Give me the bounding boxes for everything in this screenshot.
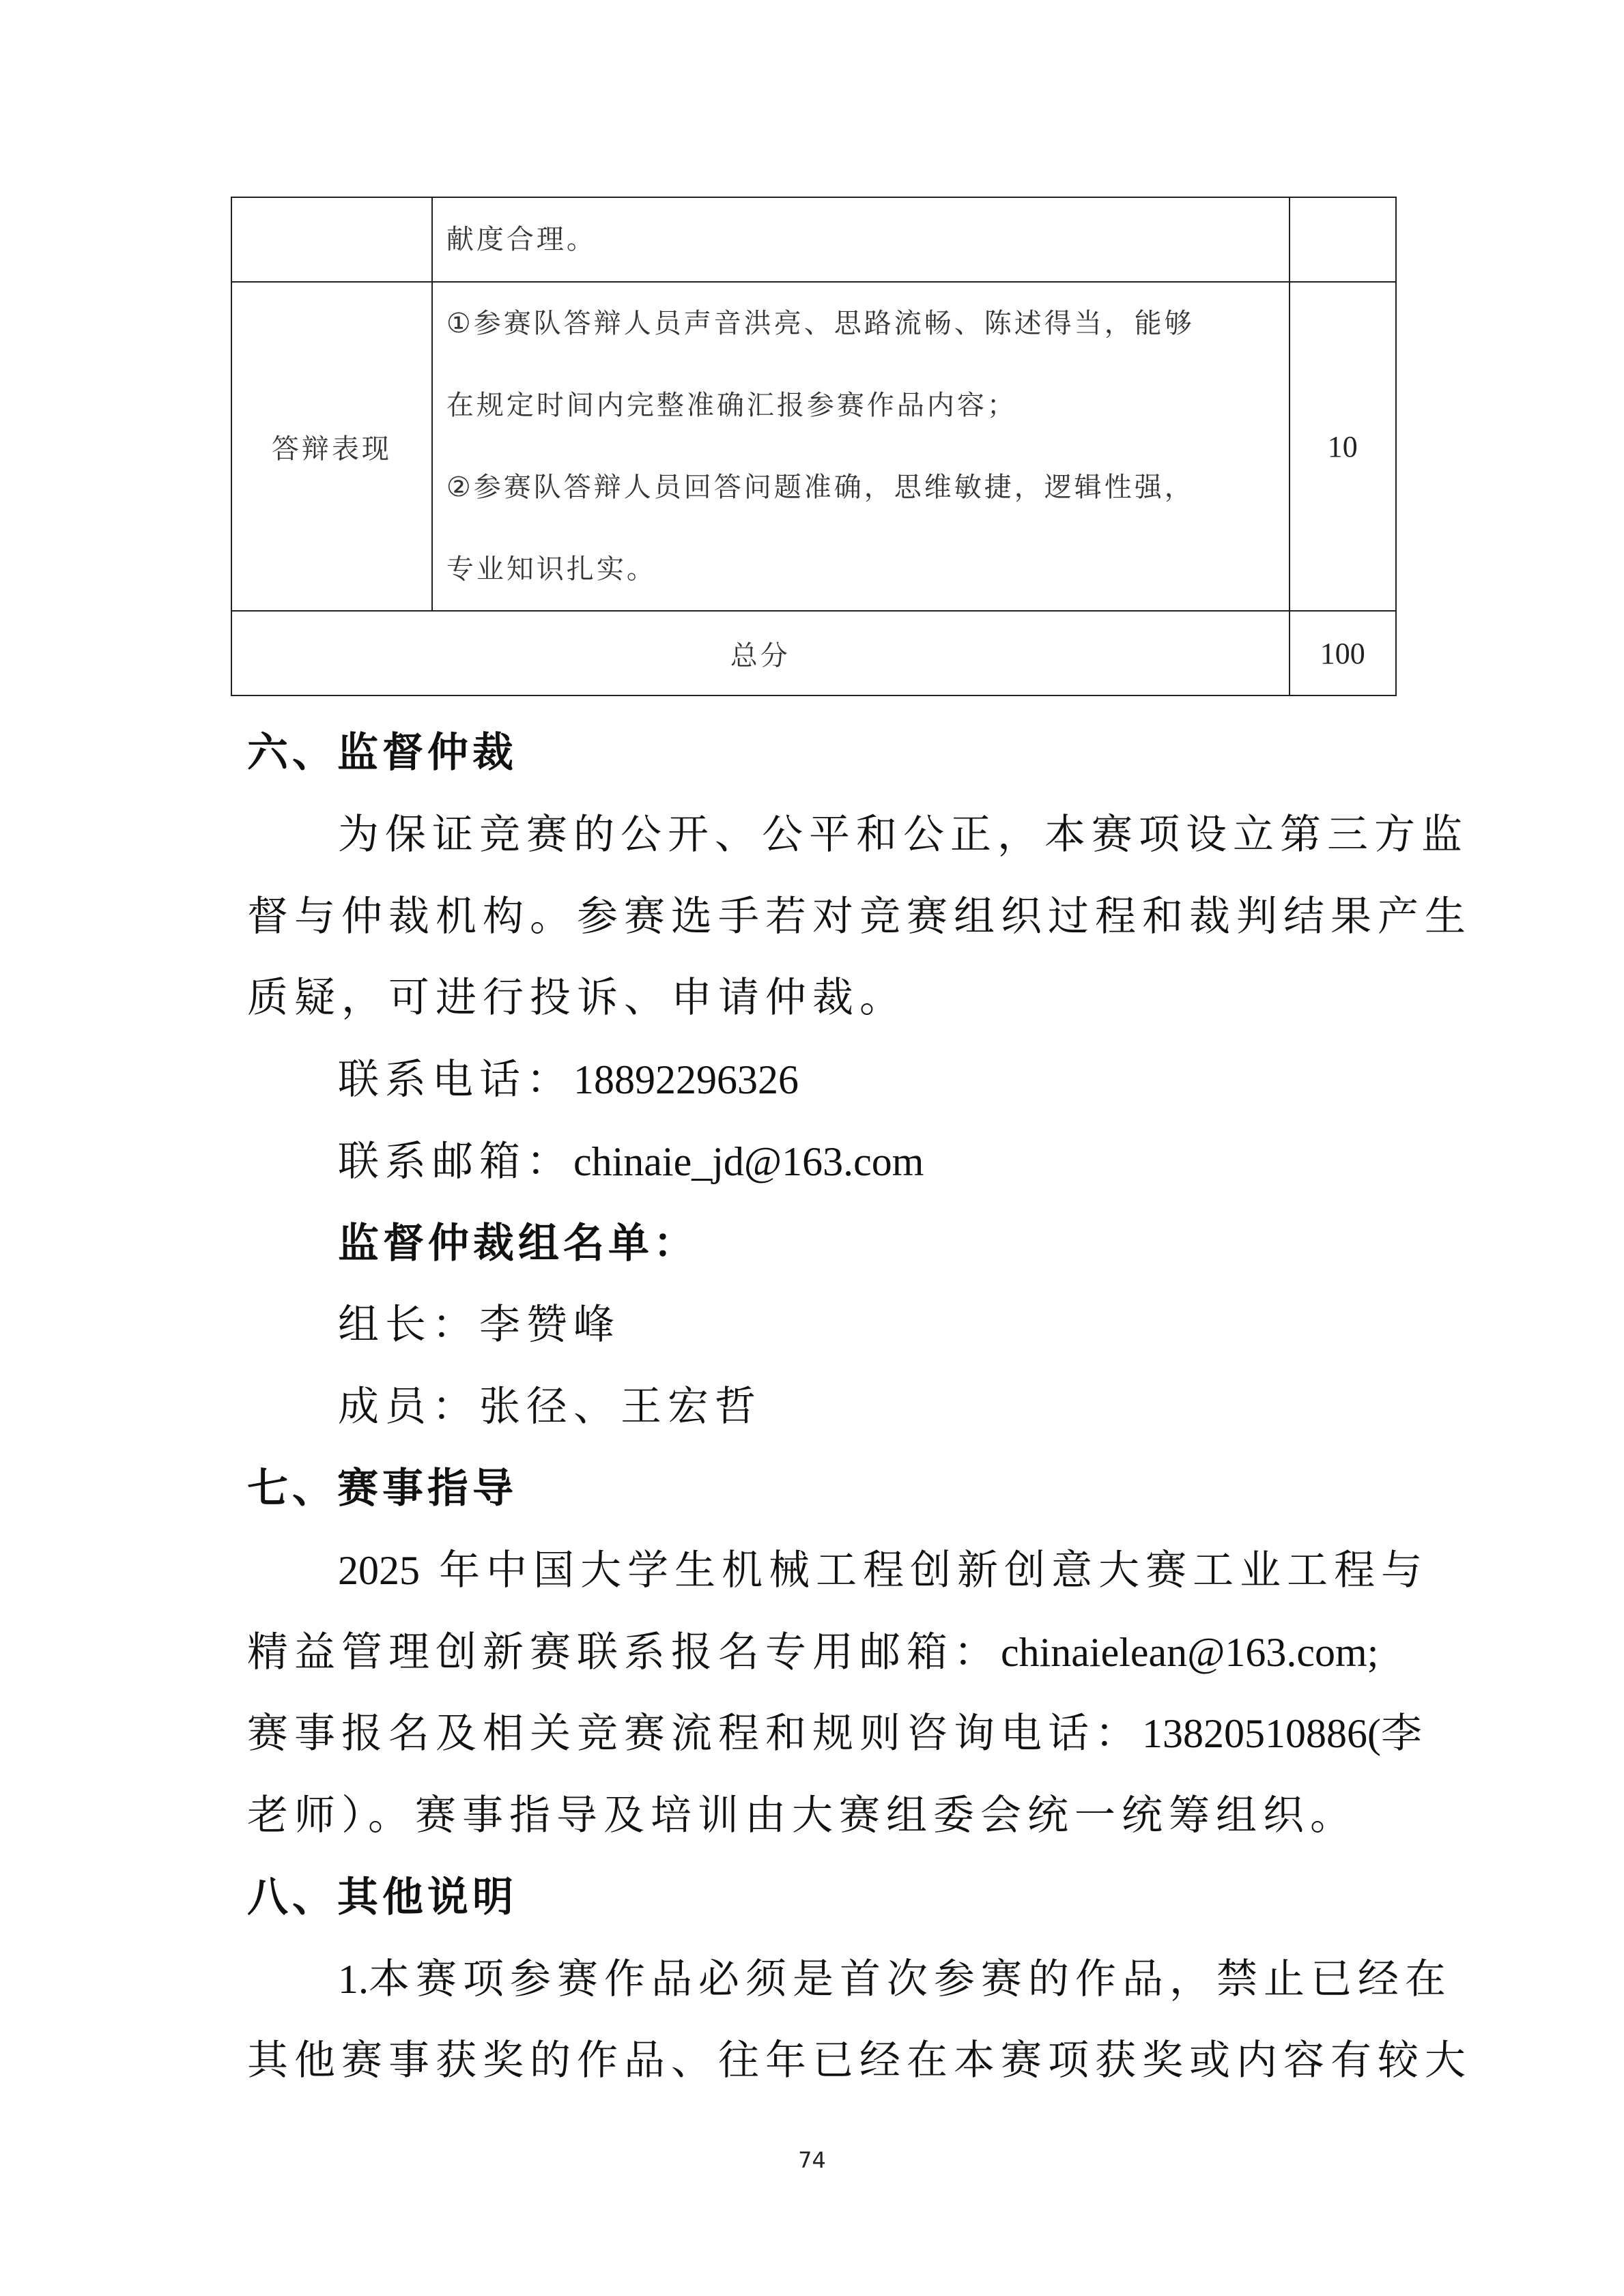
email-label: 联系邮箱： [338, 1138, 573, 1186]
text: 年中国大学生机械工程创新创意大赛工业工程与 [439, 1547, 1429, 1594]
paragraph-line [338, 1538, 1428, 1596]
consult-phone: 13820510886( [1142, 1711, 1381, 1756]
group-leader: 组长：李赞峰 [338, 1301, 621, 1349]
criteria-cell [432, 197, 1290, 282]
score-cell [1290, 197, 1396, 282]
criteria-line: ①参赛队答辩人员声音洪亮、思路流畅、陈述得当，能够 [446, 308, 1195, 339]
page-number: 74 [798, 2147, 826, 2173]
criteria-line: 献度合理。 [446, 224, 597, 255]
group-members: 成员：张径、王宏哲 [338, 1383, 762, 1431]
table-row [231, 282, 1396, 611]
phone-number: 18892296326 [573, 1057, 799, 1102]
paragraph-line [247, 1620, 1378, 1678]
score-cell: 10 [1290, 282, 1396, 611]
item-cell: 答辩表现 [231, 282, 432, 611]
paragraph-line: 质疑，可进行投诉、申请仲裁。 [247, 974, 907, 1022]
total-row [231, 611, 1396, 695]
contact-email [338, 1129, 924, 1188]
item-number: 1. [338, 1957, 369, 2002]
score-table [231, 197, 1397, 696]
contact-phone [338, 1047, 799, 1106]
section-heading: 七、赛事指导 [247, 1465, 517, 1512]
text: 赛事报名及相关竞赛流程和规则咨询电话： [247, 1710, 1142, 1757]
item-cell [231, 197, 432, 282]
paragraph-line: 老师）。赛事指导及培训由大赛组委会统一统筹组织。 [247, 1792, 1357, 1839]
criteria-line: 专业知识扎实。 [446, 554, 657, 585]
text: 本赛项参赛作品必须是首次参赛的作品，禁止已经在 [369, 1955, 1452, 2003]
paragraph-line [247, 1701, 1428, 1760]
section-heading: 六、监督仲裁 [247, 729, 517, 777]
year: 2025 [338, 1548, 420, 1593]
criteria-line: ②参赛队答辩人员回答问题准确，思维敏捷，逻辑性强， [446, 472, 1195, 503]
total-label: 总分 [231, 611, 1290, 695]
section-heading: 八、其他说明 [247, 1874, 517, 1921]
group-title: 监督仲裁组名单： [338, 1220, 698, 1267]
table-row [231, 197, 1396, 282]
paragraph-line: 其他赛事获奖的作品、往年已经在本赛项获奖或内容有较大 [247, 2037, 1472, 2084]
paragraph-line [338, 1947, 1452, 2005]
text: 精益管理创新赛联系报名专用邮箱： [247, 1628, 1001, 1676]
email-address: chinaie_jd@163.com [573, 1139, 924, 1184]
total-score: 100 [1290, 611, 1396, 695]
phone-label: 联系电话： [338, 1056, 573, 1104]
paragraph-line: 督与仲裁机构。参赛选手若对竞赛组织过程和裁判结果产生 [247, 893, 1472, 941]
criteria-cell [432, 282, 1290, 611]
criteria-line: 在规定时间内完整准确汇报参赛作品内容； [446, 390, 1017, 421]
paragraph-line: 为保证竞赛的公开、公平和公正，本赛项设立第三方监 [338, 811, 1468, 859]
text: 李 [1380, 1710, 1428, 1757]
signup-email: chinaielean@163.com; [1001, 1630, 1379, 1675]
